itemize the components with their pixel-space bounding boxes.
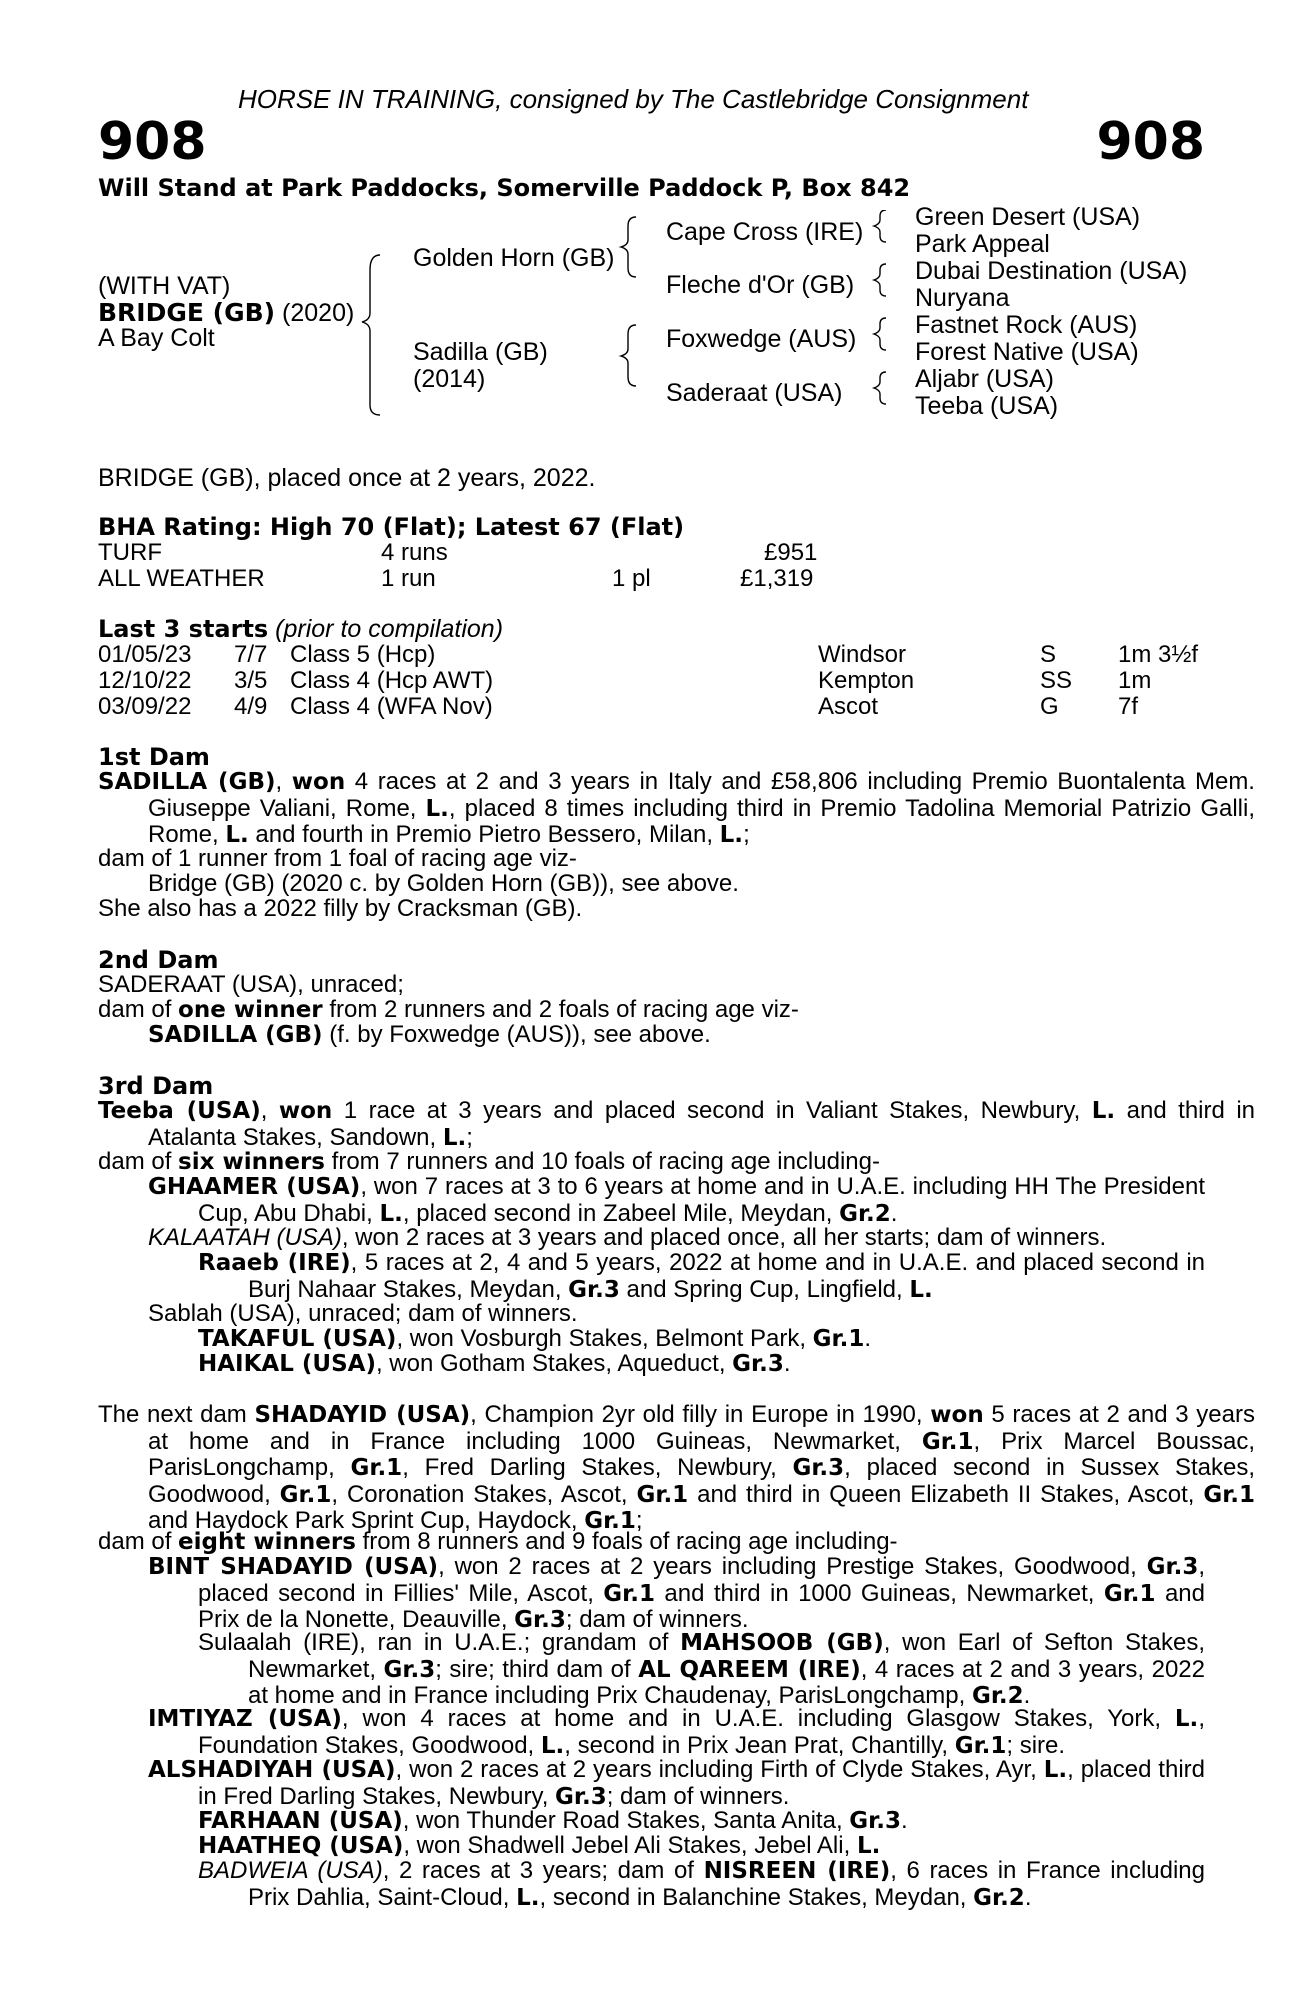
horse-year: (2020) bbox=[282, 299, 355, 327]
dam: Sadilla (GB) bbox=[413, 338, 548, 366]
g3-ancestor: Teeba (USA) bbox=[915, 392, 1059, 420]
horse-description: A Bay Colt bbox=[98, 324, 215, 352]
starts-title: Last 3 starts (prior to compilation) bbox=[98, 615, 504, 643]
prize: £1,319 bbox=[740, 565, 814, 592]
dam2-title: 2nd Dam bbox=[98, 946, 219, 974]
consignment-header: HORSE IN TRAINING, consigned by The Castlebridge Consignment bbox=[238, 84, 1029, 114]
runs: 1 run bbox=[381, 565, 436, 592]
sire: Golden Horn (GB) bbox=[413, 244, 615, 272]
kalaatah-record: KALAATAH (USA), won 2 races at 3 years and placed once, all her starts; dam of winners. bbox=[148, 1224, 1107, 1251]
dam1-progeny: Bridge (GB) (2020 c. by Golden Horn (GB)), see above. bbox=[148, 870, 739, 897]
lot-number-right: 908 bbox=[1096, 112, 1205, 172]
badweia-record: BADWEIA (USA), 2 races at 3 years; dam of NISREEN (IRE), 6 races in France including Prix Dahlia, Saint-Cloud, L., second in Balanchine Stakes, Meydan, Gr.2. bbox=[198, 1857, 1206, 1911]
next-dam-record: The next dam SHADAYID (USA), Champion 2yr old filly in Europe in 1990, won 5 races at 2 and 3 years at home and in France including 1000 Guineas, Newmarket, Gr.1, Prix Marcel Boussac, ParisLongchamp, Gr.1, Fred Darling Stakes, Newbury, Gr.3, placed second in Sussex Stakes, Goodwood, Gr.1, Coronation Stakes, Ascot, Gr.1 and third in Queen Elizabeth II Stakes, Ascot, Gr.1 and Haydock Park Sprint Cup, Haydock, Gr.1; bbox=[98, 1401, 1256, 1534]
placed: 1 pl bbox=[612, 565, 651, 592]
g3-ancestor: Nuryana bbox=[915, 284, 1010, 312]
sire-dam: Fleche d'Or (GB) bbox=[666, 271, 855, 299]
takaful-record: TAKAFUL (USA), won Vosburgh Stakes, Belmont Park, Gr.1. bbox=[198, 1325, 872, 1352]
ghaamer-record: GHAAMER (USA), won 7 races at 3 to 6 years at home and in U.A.E. including HH The President Cup, Abu Dhabi, L., placed second in Zabeel Mile, Meydan, Gr.2. bbox=[148, 1173, 1205, 1227]
g3-ancestor: Dubai Destination (USA) bbox=[915, 257, 1188, 285]
sire-sire: Cape Cross (IRE) bbox=[666, 218, 864, 246]
g3-ancestor: Fastnet Rock (AUS) bbox=[915, 311, 1138, 339]
surface: TURF bbox=[98, 539, 162, 566]
farhaan-record: FARHAAN (USA), won Thunder Road Stakes, Santa Anita, Gr.3. bbox=[198, 1807, 908, 1834]
dam2-line: SADERAAT (USA), unraced; bbox=[98, 971, 404, 998]
dam-dam: Saderaat (USA) bbox=[666, 379, 843, 407]
dam3-dam-of: dam of six winners from 7 runners and 10 foals of racing age including- bbox=[98, 1148, 880, 1175]
dam1-title: 1st Dam bbox=[98, 743, 210, 771]
dam3-title: 3rd Dam bbox=[98, 1072, 214, 1100]
dam-year: (2014) bbox=[413, 365, 486, 393]
raaeb-record: Raaeb (IRE), 5 races at 2, 4 and 5 years, 2022 at home and in U.A.E. and placed second in Burj Nahaar Stakes, Meydan, Gr.3 and Spring Cup, Lingfield, L. bbox=[198, 1249, 1206, 1303]
dam3-record: Teeba (USA), won 1 race at 3 years and placed second in Valiant Stakes, Newbury, L. and third in Atalanta Stakes, Sandown, L.; bbox=[98, 1097, 1255, 1151]
dam1-dam-of: dam of 1 runner from 1 foal of racing age viz- bbox=[98, 845, 577, 872]
sulaalah-record: Sulaalah (IRE), ran in U.A.E.; grandam of MAHSOOB (GB), won Earl of Sefton Stakes, Newmarket, Gr.3; sire; third dam of AL QAREEM (IRE), 4 races at 2 and 3 years, 2022 at home and in France including Prix Chaudenay, ParisLongchamp, Gr.2. bbox=[198, 1629, 1206, 1709]
dam2-progeny: SADILLA (GB) (f. by Foxwedge (AUS)), see above. bbox=[148, 1021, 711, 1048]
runs: 4 runs bbox=[381, 539, 448, 566]
g3-ancestor: Aljabr (USA) bbox=[915, 365, 1054, 393]
g3-ancestor: Park Appeal bbox=[915, 230, 1050, 258]
g3-ancestor: Forest Native (USA) bbox=[915, 338, 1139, 366]
haatheq-record: HAATHEQ (USA), won Shadwell Jebel Ali Stakes, Jebel Ali, L. bbox=[198, 1832, 881, 1859]
prize: £951 bbox=[764, 539, 818, 566]
imtiyaz-record: IMTIYAZ (USA), won 4 races at home and in U.A.E. including Glasgow Stakes, York, L., Foundation Stakes, Goodwood, L., second in Prix Jean Prat, Chantilly, Gr.1; sire. bbox=[148, 1705, 1205, 1759]
rating-title: BHA Rating: High 70 (Flat); Latest 67 (Flat) bbox=[98, 513, 685, 541]
race-summary: BRIDGE (GB), placed once at 2 years, 2022. bbox=[98, 464, 596, 492]
lot-number-left: 908 bbox=[98, 112, 207, 172]
vat-label: (WITH VAT) bbox=[98, 272, 231, 300]
haikal-record: HAIKAL (USA), won Gotham Stakes, Aqueduct, Gr.3. bbox=[198, 1350, 791, 1377]
dam1-record: SADILLA (GB), won 4 races at 2 and 3 years in Italy and £58,806 including Premio Buontalenta Mem. Giuseppe Valiani, Rome, L., placed 8 times including third in Premio Tadolina Memorial Patrizio Galli, Rome, L. and fourth in Premio Pietro Bessero, Milan, L.; bbox=[98, 768, 1256, 848]
surface: ALL WEATHER bbox=[98, 565, 265, 592]
stand-location: Will Stand at Park Paddocks, Somerville Paddock P, Box 842 bbox=[98, 174, 911, 202]
dam2-dam-of: dam of one winner from 2 runners and 2 foals of racing age viz- bbox=[98, 996, 799, 1023]
dam-sire: Foxwedge (AUS) bbox=[666, 325, 857, 353]
next-dam-dam-of: dam of eight winners from 8 runners and 9 foals of racing age including- bbox=[98, 1528, 898, 1555]
alshadiyah-record: ALSHADIYAH (USA), won 2 races at 2 years including Firth of Clyde Stakes, Ayr, L., placed third in Fred Darling Stakes, Newbury, Gr.3; dam of winners. bbox=[148, 1756, 1205, 1810]
dam1-also: She also has a 2022 filly by Cracksman (GB). bbox=[98, 895, 583, 922]
g3-ancestor: Green Desert (USA) bbox=[915, 203, 1141, 231]
catalogue-page: HORSE IN TRAINING, consigned by The Castlebridge Consignment 908 908 Will Stand at Park Paddocks, Somerville Paddock P, Box 842 (WITH VAT) BRIDGE (GB) (2020) A Bay Colt Golden Horn (GB) Sadilla (GB) (2014) Cape Cross (IRE) Fleche d'Or (GB) Foxwedge (AUS) Saderaat (USA) Green Desert (USA) Park Appeal Dubai Destination (USA) Nuryana Fastnet Rock (AUS) Forest Native (USA) Aljabr (USA) Teeba (USA) BRIDGE (GB), placed once at 2 years, 2022. BHA Rating: High 70 (Flat); Latest 67 (Flat) TURF 4 runs £951 ALL WEATHER 1 run 1 pl £1,319 Last 3 starts (prior to compilation) 01/05/23 7/7 Class 5 (Hcp) Windsor S 1m 3½f 12/10/22 3/5 Class 4 (Hcp AWT) Kempton SS 1m 03/09/22 4/9 Class 4 (WFA Nov) Ascot G 7f 1st Dam SADILLA (GB), won 4 races at 2 and 3 years in Italy and £58,806 including Premio Buontalenta Mem. Giuseppe Valiani, Rome, L., placed 8 times including third in Premio Tadolina Memorial Patrizio Galli, Rome, L. and fourth in Premio Pietro Bessero, Milan, L.; dam of 1 runner from 1 foal of racing age viz- Bridge (GB) (2020 c. by Golden Horn (GB)), see above. She also has a 2022 filly by Cracksman (GB). 2nd Dam SADERAAT (USA), unraced; dam of one winner from 2 runners and 2 foals of racing age viz- SADILLA (GB) (f. by Foxwedge (AUS)), see above. 3rd Dam Teeba (USA), won 1 race at 3 years and placed second in Valiant Stakes, Newbury, L. and third in Atalanta Stakes, Sandown, L.; dam of six winners from 7 runners and 10 foals of racing age including- GHAAMER (USA), won 7 races at 3 to 6 years at home and in U.A.E. including HH The President Cup, Abu Dhabi, L., placed second in Zabeel Mile, Meydan, Gr.2. KALAATAH (USA), won 2 races at 3 years and placed once, all her starts; dam of winners. Raaeb (IRE), 5 races at 2, 4 and 5 years, 2022 at home and in U.A.E. and placed second in Burj Nahaar Stakes, Meydan, Gr.3 and Spring Cup, Lingfield, L. Sablah (USA), unraced; dam of winners. TAKAFUL (USA), won Vosburgh Stakes, Belmont Park, Gr.1. HAIKAL (USA), won Gotham Stakes, Aqueduct, Gr.3. The next dam SHADAYID (USA), Champion 2yr old filly in Europe in 1990, won 5 races at 2 and 3 years at home and in France including 1000 Guineas, Newmarket, Gr.1, Prix Marcel Boussac, ParisLongchamp, Gr.1, Fred Darling Stakes, Newbury, Gr.3, placed second in Sussex Stakes, Goodwood, Gr.1, Coronation Stakes, Ascot, Gr.1 and third in Queen Elizabeth II Stakes, Ascot, Gr.1 and Haydock Park Sprint Cup, Haydock, Gr.1; dam of eight winners from 8 runners and 9 foals of racing age including- BINT SHADAYID (USA), won 2 races at 2 years including Prestige Stakes, Goodwood, Gr.3, placed second in Fillies' Mile, Ascot, Gr.1 and third in 1000 Guineas, Newmarket, Gr.1 and Prix de la Nonette, Deauville, Gr.3; dam of winners. Sulaalah (IRE), ran in U.A.E.; grandam of MAHSOOB (GB), won Earl of Sefton Stakes, Newmarket, Gr.3; sire; third dam of AL QAREEM (IRE), 4 races at 2 and 3 years, 2022 at home and in France including Prix Chaudenay, ParisLongchamp, Gr.2. IMTIYAZ (USA), won 4 races at home and in U.A.E. including Glasgow Stakes, York, L., Foundation Stakes, Goodwood, L., second in Prix Jean Prat, Chantilly, Gr.1; sire. ALSHADIYAH (USA), won 2 races at 2 years including Firth of Clyde Stakes, Ayr, L., placed third in Fred Darling Stakes, Newbury, Gr.3; dam of winners. FARHAAN (USA), won Thunder Road Stakes, Santa Anita, Gr.3. HAATHEQ (USA), won Shadwell Jebel Ali Stakes, Jebel Ali, L. BADWEIA (USA), 2 races at 3 years; dam of NISREEN (IRE), 6 races in France including Prix Dahlia, Saint-Cloud, L., second in Balanchine Stakes, Meydan, Gr.2. bbox=[98, 0, 1205, 2000]
horse-name: BRIDGE (GB) bbox=[98, 298, 276, 327]
sablah-record: Sablah (USA), unraced; dam of winners. bbox=[148, 1300, 578, 1327]
bint-shadayid-record: BINT SHADAYID (USA), won 2 races at 2 years including Prestige Stakes, Goodwood, Gr.3, placed second in Fillies' Mile, Ascot, Gr.1 and third in 1000 Guineas, Newmarket, Gr.1 and Prix de la Nonette, Deauville, Gr.3; dam of winners. bbox=[148, 1553, 1205, 1633]
